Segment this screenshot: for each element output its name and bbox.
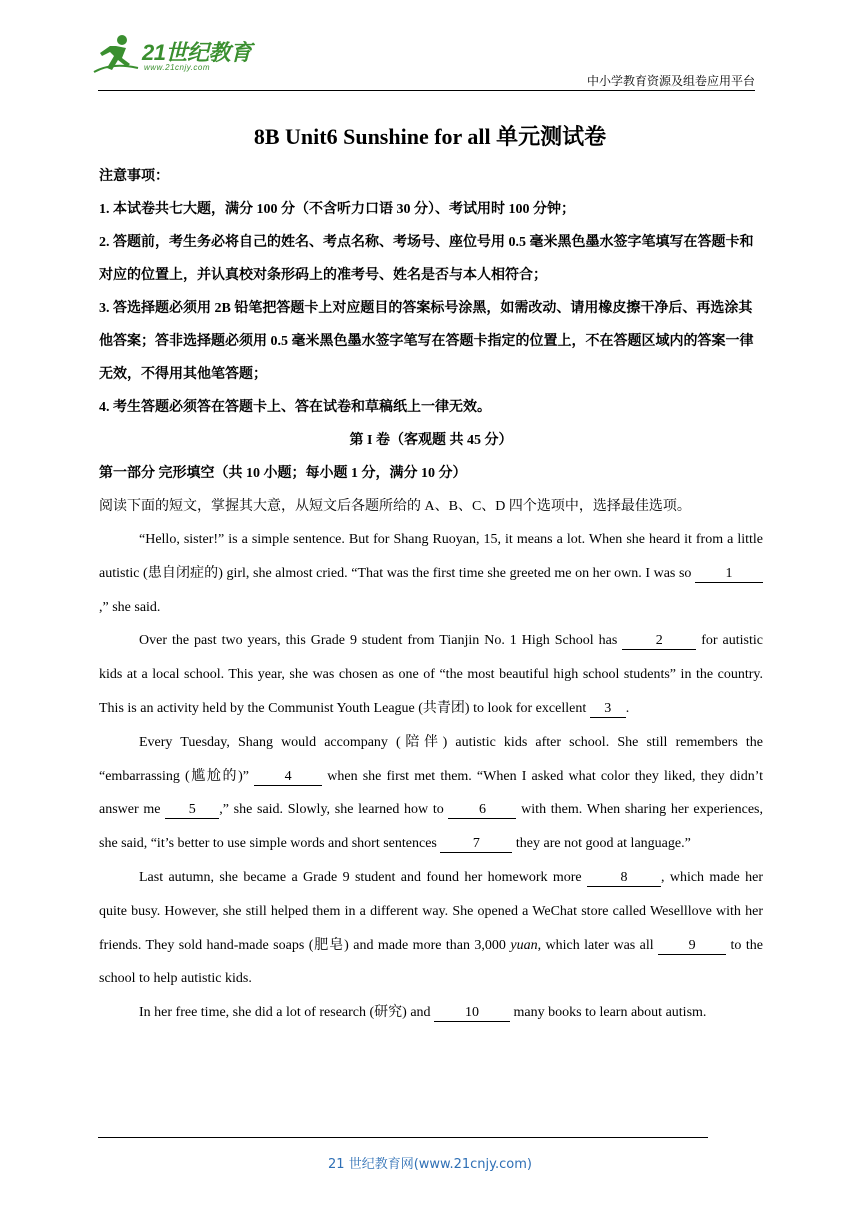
footer-divider xyxy=(98,1137,708,1138)
logo-url: www.21cnjy.com xyxy=(144,63,210,72)
platform-name: 中小学教育资源及组卷应用平台 xyxy=(586,74,755,88)
passage-text: for autistic kids at a local school. This year, she was chosen as one of “the most beautiful high school students” in the country. This is an activity held by the Communist Youth League (共青团) to look for excellent xyxy=(99,633,763,716)
logo-text: 21世纪教育 xyxy=(142,40,252,65)
blank-5: 5 xyxy=(165,802,219,819)
blank-9: 9 xyxy=(658,938,726,955)
notes-heading: 注意事项： xyxy=(99,169,169,184)
passage-text: . xyxy=(625,700,630,716)
blank-3: 3 xyxy=(590,701,626,718)
runner-logo-icon xyxy=(92,32,144,78)
header-divider xyxy=(98,90,755,91)
passage-text: with them. When sharing her experiences, she said, “it’s better to use simple words and short sentences xyxy=(99,802,763,852)
blank-1: 1 xyxy=(695,566,763,583)
note-item-3: 3. 答选择题必须用 2B 铅笔把答题卡上对应题目的答案标号涂黑，如需改动、请用橡皮擦干净后、再选涂其他答案；答非选择题必须用 0.5 毫米黑色墨水签字笔写在答题卡指定的位置上，不在答题区域内的答案一律无效，不得用其他笔答题； xyxy=(99,301,754,382)
passage-text: ,” she said. xyxy=(99,599,161,615)
part1-title: 第一部分 完形填空（共 10 小题；每小题 1 分，满分 10 分） xyxy=(99,466,467,481)
passage-text-italic: yuan xyxy=(510,937,538,953)
passage-paragraph-1 xyxy=(99,523,763,624)
site-logo xyxy=(92,32,262,78)
passage-text: Every Tuesday, Shang would accompany (陪伴) autistic kids after school. She still remembers the “embarrassing (尴尬的)” xyxy=(99,734,763,784)
passage-text: , which made her quite busy. However, she still helped them in a different way. She opened a WeChat store called Weselllove with her friends. They sold hand-made soaps (肥皂) and made more than 3,000 xyxy=(99,869,763,953)
note-item-1: 1. 本试卷共七大题，满分 100 分（不含听力口语 30 分）、考试用时 100 分钟； xyxy=(99,202,575,217)
passage-paragraph-5 xyxy=(99,996,763,1030)
passage-text: ,” she said. Slowly, she learned how to xyxy=(219,802,449,818)
passage-text: when she first met them. “When I asked what color they liked, they didn’t answer me xyxy=(99,768,763,818)
note-item-2: 2. 答题前，考生务必将自己的姓名、考点名称、考场号、座位号用 0.5 毫米黑色墨水签字笔填写在答题卡和对应的位置上，并认真校对条形码上的准考号、姓名是否与本人相符合； xyxy=(99,235,754,283)
blank-7: 7 xyxy=(440,836,512,853)
volume-title: 第 I 卷（客观题 共 45 分） xyxy=(349,433,513,448)
blank-8: 8 xyxy=(587,870,661,887)
passage-text: Over the past two years, this Grade 9 student from Tianjin No. 1 High School has xyxy=(139,633,623,649)
passage-paragraph-2 xyxy=(99,624,763,725)
blank-4: 4 xyxy=(254,769,322,786)
page-footer: 21 世纪教育网(www.21cnjy.com) xyxy=(328,1157,532,1172)
page-header xyxy=(0,0,860,96)
passage-text: many books to learn about autism. xyxy=(510,1005,707,1021)
exam-title: 8B Unit6 Sunshine for all 单元测试卷 xyxy=(253,124,607,149)
passage-text: , which later was all xyxy=(537,937,659,953)
passage-text: In her free time, she did a lot of research (研究) and xyxy=(139,1005,435,1021)
passage-text: they are not good at language.” xyxy=(512,836,691,852)
blank-10: 10 xyxy=(434,1005,510,1022)
passage-text: to the school to help autistic kids. xyxy=(99,937,763,987)
passage-text: Last autumn, she became a Grade 9 student and found her homework more xyxy=(139,869,587,885)
exam-content xyxy=(99,160,763,1030)
blank-2: 2 xyxy=(622,633,696,650)
passage-paragraph-4 xyxy=(99,861,763,996)
passage-text: “Hello, sister!” is a simple sentence. But for Shang Ruoyan, 15, it means a lot. When she heard it from a little autistic (患自闭症的) girl, she almost cried. “That was the first time she greeted me on her own. I was so xyxy=(99,532,763,581)
blank-6: 6 xyxy=(448,802,516,819)
note-item-4: 4. 考生答题必须答在答题卡上、答在试卷和草稿纸上一律无效。 xyxy=(99,400,491,415)
passage-paragraph-3 xyxy=(99,726,763,861)
instruction: 阅读下面的短文，掌握其大意，从短文后各题所给的 A、B、C、D 四个选项中，选择最佳选项。 xyxy=(99,499,691,514)
